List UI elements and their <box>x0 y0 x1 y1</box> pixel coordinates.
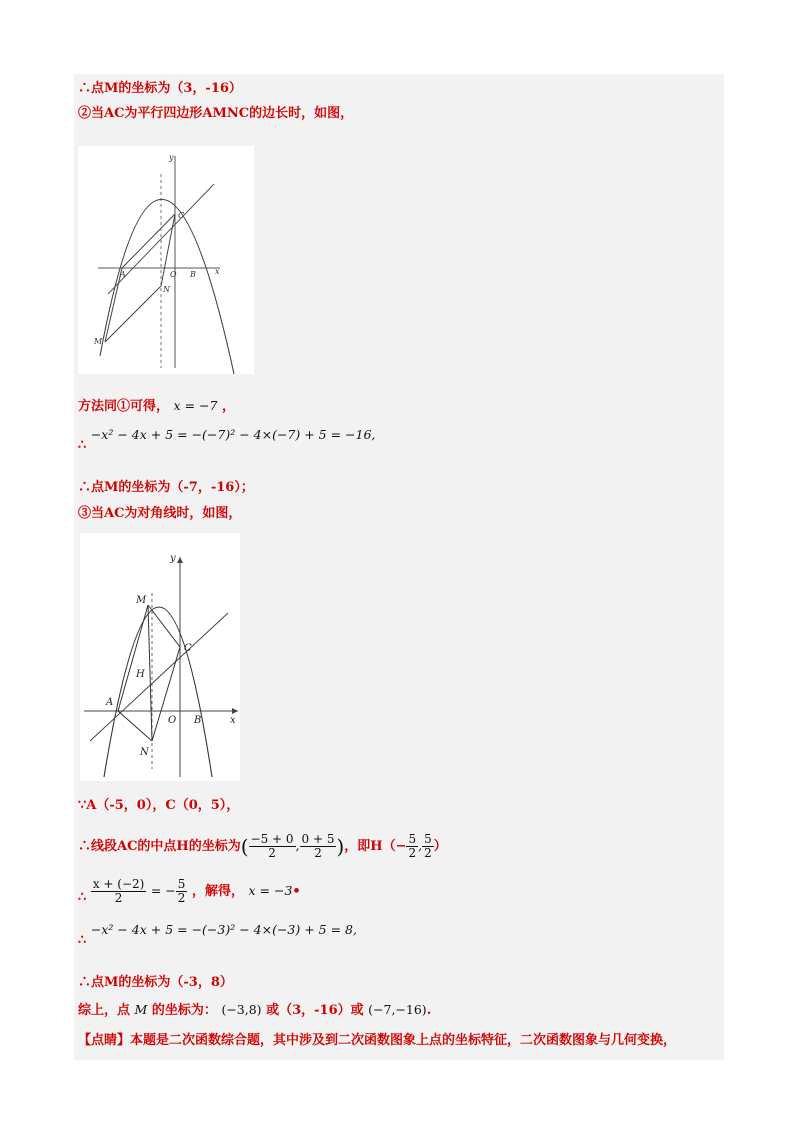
punct: ， <box>221 399 235 414</box>
midpoint-result-prefix: ，即H（− <box>344 839 407 854</box>
answer-point-3: (−7,−16) <box>368 1002 427 1017</box>
therefore-symbol: ∴ <box>78 933 87 948</box>
label-c: C <box>178 211 185 220</box>
text-line-2: ②当AC为平行四边形AMNC的边长时，如图， <box>78 106 354 121</box>
fraction-h-y: $\frac{5}{2}$ <box>424 832 432 860</box>
label-o: O <box>168 715 177 726</box>
equation-eval-neg7: −x² − 4x + 5 = −(−7)² − 4×(−7) + 5 = −16, <box>90 427 376 442</box>
midpoint-text: ∴线段AC的中点H的坐标为 <box>78 839 241 854</box>
comma-2: , <box>418 838 423 853</box>
summary-text-2: 的坐标为： <box>151 1003 217 1018</box>
segment-am <box>105 268 122 342</box>
fraction-x-midpoint: $\frac{-5 + 0}{2}$ <box>250 832 294 860</box>
label-b: B <box>194 715 202 726</box>
equation-eval-neg3: −x² − 4x + 5 = −(−3)² − 4×(−3) + 5 = 8, <box>90 922 357 937</box>
therefore-symbol: ∴ <box>78 438 87 453</box>
segment-ac <box>122 214 175 268</box>
text-line-11: ∴点M的坐标为（-3，8） <box>78 975 233 990</box>
figure-2-svg <box>80 533 240 781</box>
label-n: N <box>163 285 170 294</box>
text-line-6: ③当AC为对角线时，如图， <box>78 506 242 521</box>
text-line-9 <box>78 876 301 907</box>
label-o: O <box>170 270 177 279</box>
label-y: y <box>169 153 174 162</box>
paren-close: ) <box>336 834 345 859</box>
label-y: y <box>170 553 176 564</box>
text-line-12 <box>78 1002 431 1019</box>
text-line-10 <box>78 922 357 948</box>
method-text: 方法同①可得， <box>78 399 170 414</box>
fraction-h-x: $\frac{5}{2}$ <box>408 832 417 860</box>
text-line-8 <box>78 831 447 862</box>
label-n: N <box>140 747 149 758</box>
fraction-neg-five-half: $\frac{5}{2}$ <box>177 877 186 905</box>
label-c: C <box>184 643 192 654</box>
red-dot: • <box>292 884 301 899</box>
summary-text-3: 或（3，-16）或 <box>266 1003 364 1018</box>
equals-neg: = − <box>150 883 176 898</box>
segment-mn <box>148 605 152 741</box>
comma: , <box>295 838 300 853</box>
midpoint-result-tail: ） <box>433 839 447 854</box>
segment-an <box>118 711 152 741</box>
therefore-symbol: ∴ <box>78 890 87 905</box>
label-m: M <box>136 595 147 606</box>
label-h: H <box>136 669 145 680</box>
label-m: M <box>94 337 103 346</box>
summary-period: . <box>426 1003 432 1018</box>
x-axis-arrow <box>232 708 238 714</box>
fraction-y-midpoint: $\frac{0 + 5}{2}$ <box>301 832 335 860</box>
line-ac-extended <box>90 613 228 741</box>
solve-text: ，解得， <box>191 884 244 899</box>
label-a: A <box>120 270 126 279</box>
figure-parallelogram-side <box>78 146 254 374</box>
text-line-4 <box>78 427 376 453</box>
figure-diagonal <box>80 533 240 781</box>
segment-nc <box>152 647 180 741</box>
segment-mc <box>148 605 180 647</box>
label-x: x <box>215 267 220 276</box>
segment-ma <box>118 605 148 711</box>
text-line-5: ∴点M的坐标为（-7，-16）； <box>78 480 254 495</box>
point-m-symbol: M <box>134 1002 148 1017</box>
figure-1-svg <box>78 146 254 374</box>
y-axis-arrow <box>177 557 183 563</box>
text-line-1: ∴点M的坐标为（3，-16） <box>78 81 242 96</box>
text-line-3 <box>78 398 235 415</box>
answer-point-1: (−3,8) <box>221 1002 262 1017</box>
text-line-13-comment: 【点睛】本题是二次函数综合题，其中涉及到二次函数图象上点的坐标特征，二次函数图象与几何变换， <box>78 1033 677 1048</box>
label-a: A <box>106 697 114 708</box>
text-line-7: ∵A（-5，0），C（0，5）， <box>78 798 240 813</box>
paren-open: ( <box>240 834 249 859</box>
label-b: B <box>190 270 196 279</box>
label-x: x <box>230 715 236 726</box>
summary-text-1: 综上，点 <box>78 1003 131 1018</box>
fraction-x-equation: $\frac{x + (-2)}{2}$ <box>92 877 145 905</box>
equation-x-neg3: x = −3 <box>248 883 293 898</box>
parabola-curve <box>104 607 212 777</box>
equation-x-neg7: x = −7 <box>173 398 218 413</box>
